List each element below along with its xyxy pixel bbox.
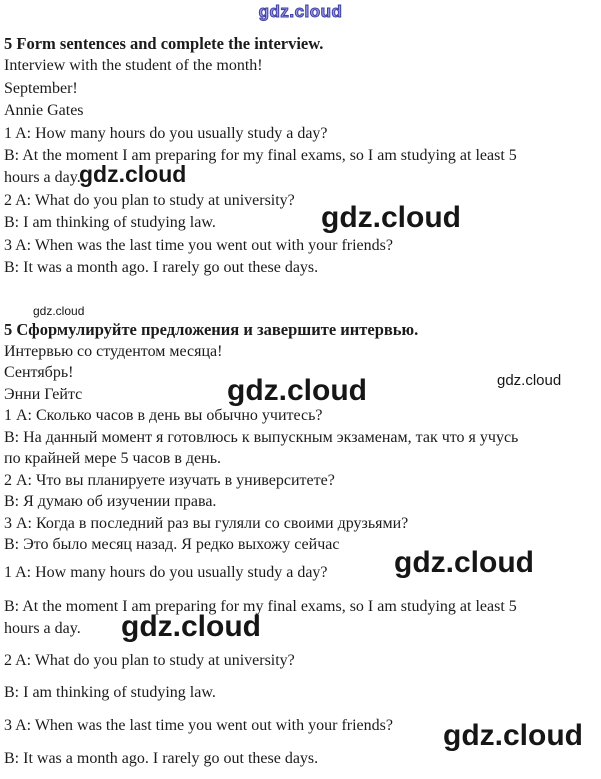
text-line: B: At the moment I am preparing for my final exams, so I am studying at least 5 [4, 147, 517, 165]
text-line: B: At the moment I am preparing for my final exams, so I am studying at least 5 [4, 597, 517, 615]
text-line: Сентябрь! [4, 364, 74, 382]
text-line: Interview with the student of the month! [4, 57, 263, 75]
text-line: September! [4, 79, 78, 97]
gdz-cloud-watermark: gdz.cloud [321, 201, 461, 234]
gdz-cloud-watermark: gdz.cloud [497, 372, 562, 389]
task-heading-en: 5 Form sentences and complete the interview. [4, 34, 324, 53]
text-line: B: I am thinking of studying law. [4, 683, 216, 701]
gdz-cloud-watermark: gdz.cloud [33, 304, 85, 318]
text-line: 2 А: Что вы планируете изучать в университете? [4, 471, 335, 489]
text-line: В: Это было месяц назад. Я редко выхожу сейчас [4, 536, 340, 554]
text-line: B: It was a month ago. I rarely go out these days. [4, 749, 319, 767]
text-line: 3 А: Когда в последний раз вы гуляли со своими друзьями? [4, 514, 409, 532]
text-line: 1 A: How many hours do you usually study a day? [4, 563, 328, 581]
task-heading-ru: 5 Сформулируйте предложения и завершите интервью. [4, 320, 419, 340]
gdz-cloud-watermark: gdz.cloud [394, 546, 534, 579]
text-line: по крайней мере 5 часов в день. [4, 450, 222, 468]
text-line: 3 A: When was the last time you went out with your friends? [4, 236, 393, 254]
section-russian-task [0, 319, 601, 556]
text-line: В: На данный момент я готовлюсь к выпускным экзаменам, так что я учусь [4, 428, 519, 446]
text-line: Annie Gates [4, 102, 84, 120]
text-line: В: Я думаю об изучении права. [4, 493, 217, 511]
section-english-task [0, 33, 601, 279]
gdz-cloud-watermark: gdz.cloud [227, 374, 367, 407]
text-line: hours a day. [4, 169, 81, 187]
text-line: Интервью со студентом месяца! [4, 342, 223, 360]
text-line: 1 A: How many hours do you usually study a day? [4, 124, 328, 142]
text-line: 2 A: What do you plan to study at university? [4, 651, 295, 669]
gdz-cloud-watermark: gdz.cloud [121, 610, 261, 643]
gdz-cloud-watermark: gdz.cloud [443, 719, 583, 752]
text-line: hours a day. [4, 619, 81, 637]
text-line: B: It was a month ago. I rarely go out these days. [4, 259, 319, 277]
text-line: 1 А: Сколько часов в день вы обычно учитесь? [4, 407, 323, 425]
text-line: Энни Гейтс [4, 385, 83, 403]
text-line: 2 A: What do you plan to study at university? [4, 191, 295, 209]
text-line: B: I am thinking of studying law. [4, 214, 216, 232]
gdz-cloud-watermark: gdz.cloud [79, 161, 187, 187]
gdz-cloud-watermark-top: gdz.cloud [258, 2, 343, 21]
text-line: 3 A: When was the last time you went out with your friends? [4, 716, 393, 734]
